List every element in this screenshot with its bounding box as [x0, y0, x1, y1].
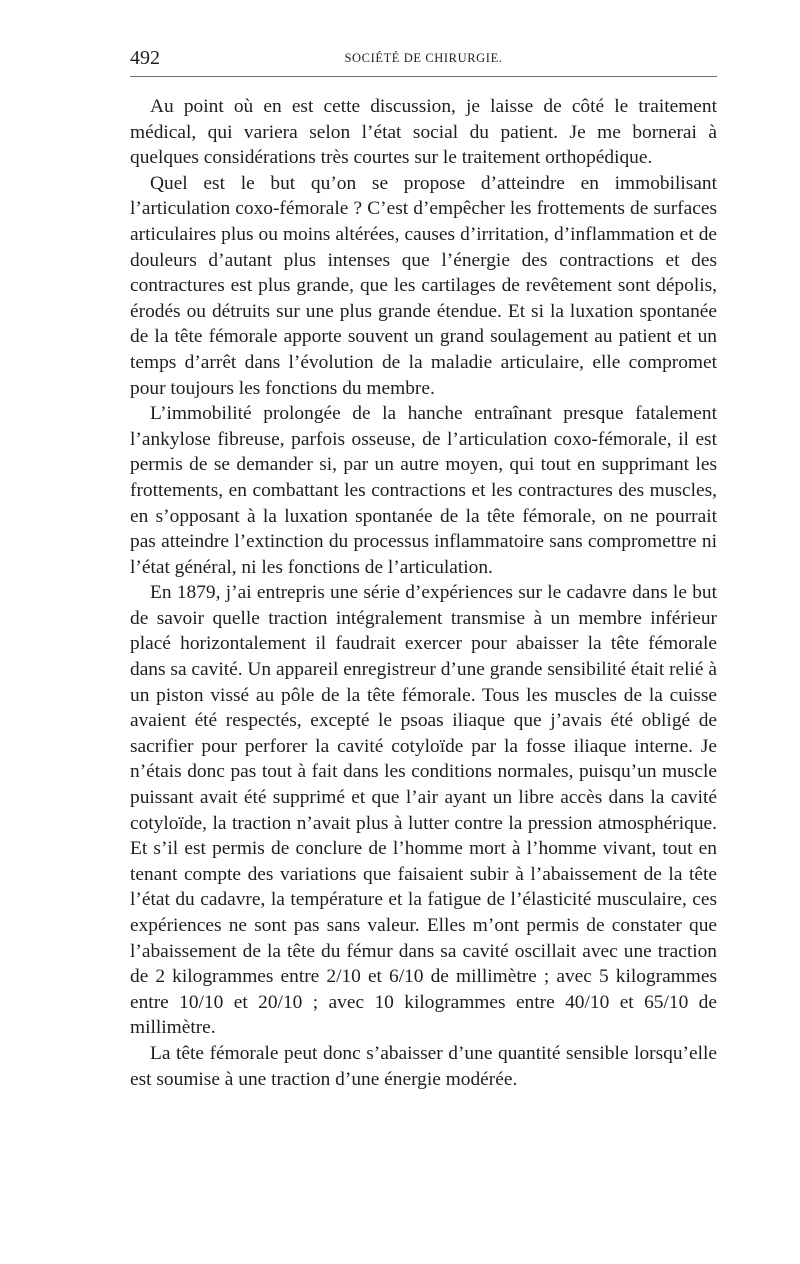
paragraph-4: En 1879, j’ai entrepris une série d’expériences sur le cadavre dans le but de savoir quelle traction intégralement transmise à un membre inférieur placé horizontalement il faudrait exercer pour abaisser la tête fémorale dans sa cavité. Un appareil enregistreur d’une grande sensibilité était relié à un piston vissé au pôle de la tête fémorale. Tous les muscles de la cuisse avaient été respectés, excepté le psoas iliaque que j’avais été obligé de sacrifier pour perforer la cavité cotyloïde par la fosse iliaque interne. Je n’étais donc pas tout à fait dans les conditions normales, puisqu’un muscle puissant avait été supprimé et que l’air ayant un libre accès dans la cavité cotyloïde, la traction n’avait plus à lutter contre la pression atmosphérique. Et s’il est permis de conclure de l’homme mort à l’homme vivant, tout en tenant compte des variations que faisaient subir à l’abaissement de la tête l’état du cadavre, la température et la fatigue de l’élasticité musculaire, ces expériences ne sont pas sans valeur. Elles m’ont permis de constater que l’abaissement de la tête du fémur dans sa cavité oscillait avec une traction de 2 kilogrammes entre 2/10 et 6/10 de millimètre ; avec 5 kilogrammes entre 10/10 et 20/10 ; avec 10 kilogrammes entre 40/10 et 65/10 de millimètre.: [130, 582, 717, 1039]
page-number: 492: [130, 47, 160, 69]
paragraph-3: L’immobilité prolongée de la hanche entraînant presque fatalement l’ankylose fibreuse, parfois osseuse, de l’articulation coxo-fémorale, il est permis de se demander si, par un autre moyen, qui tout en supprimant les frottements, en combattant les contractions et les contractures des muscles, en s’opposant à la luxation spontanée de la tête fémorale, on ne pourrait pas atteindre l’extinction du processus inflammatoire sans compromettre ni l’état général, ni les fonctions de l’articulation.: [130, 403, 717, 578]
paragraph-2: Quel est le but qu’on se propose d’atteindre en immobilisant l’articulation coxo-fémorale ? C’est d’empêcher les frottements de surfaces articulaires plus ou moins altérées, causes d’irritation, d’inflammation et de douleurs d’autant plus intenses que l’énergie des contractions et des contractures est plus grande, que les cartilages de revêtement sont dépolis, érodés ou détruits sur une plus grande étendue. Et si la luxation spontanée de la tête fémorale apporte souvent un grand soulagement au patient et un temps d’arrêt dans l’évolution de la maladie articulaire, elle compromet pour toujours les fonctions du membre.: [130, 172, 717, 399]
header-rule: [130, 76, 717, 77]
paragraph-5: La tête fémorale peut donc s’abaisser d’une quantité sensible lorsqu’elle est soumise à une traction d’une énergie modérée.: [130, 1042, 717, 1090]
page-header: [130, 46, 717, 70]
paragraph-1: Au point où en est cette discussion, je laisse de côté le traitement médical, qui variera selon l’état social du patient. Je me bornerai à quelques considérations très courtes sur le traitement orthopédique.: [130, 96, 717, 169]
running-title: SOCIÉTÉ DE CHIRURGIE.: [344, 51, 503, 65]
body-text: [130, 94, 717, 1092]
